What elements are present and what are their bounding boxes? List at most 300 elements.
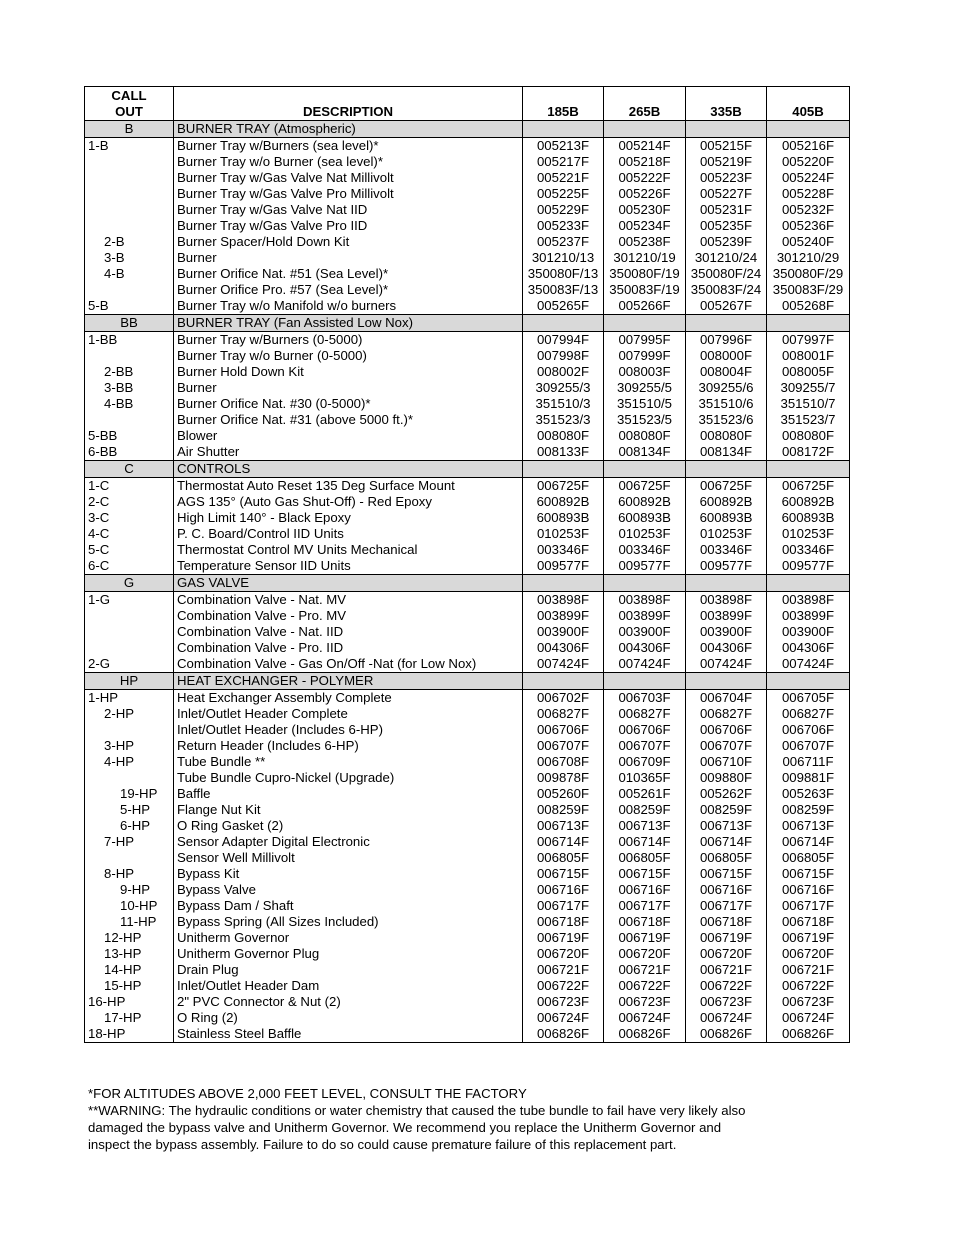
- part-number-cell: 006720F: [604, 946, 686, 962]
- part-number-cell: 006723F: [767, 994, 850, 1010]
- description-cell: Unitherm Governor: [174, 930, 523, 946]
- description-cell: Flange Nut Kit: [174, 802, 523, 818]
- part-number-cell: 351510/5: [604, 396, 686, 412]
- section-empty-cell: [523, 315, 604, 332]
- part-row: [85, 930, 850, 946]
- description-cell: P. C. Board/Control IID Units: [174, 526, 523, 542]
- part-number-cell: 600893B: [767, 510, 850, 526]
- part-number-cell: 003899F: [604, 608, 686, 624]
- part-number-cell: 005225F: [523, 186, 604, 202]
- part-number-cell: 008080F: [686, 428, 767, 444]
- part-row: [85, 218, 850, 234]
- header-row: [85, 87, 850, 121]
- description-cell: Burner Tray w/Burners (sea level)*: [174, 138, 523, 155]
- description-cell: Sensor Adapter Digital Electronic: [174, 834, 523, 850]
- part-number-cell: 006805F: [686, 850, 767, 866]
- part-number-cell: 005222F: [604, 170, 686, 186]
- part-row: [85, 202, 850, 218]
- section-empty-cell: [604, 673, 686, 690]
- part-number-cell: 006721F: [604, 962, 686, 978]
- part-number-cell: 003899F: [767, 608, 850, 624]
- part-number-cell: 005260F: [523, 786, 604, 802]
- call-out-cell: [85, 640, 174, 656]
- part-number-cell: 008259F: [523, 802, 604, 818]
- part-row: [85, 170, 850, 186]
- part-row: [85, 866, 850, 882]
- part-number-cell: 006718F: [767, 914, 850, 930]
- part-row: [85, 250, 850, 266]
- part-row: [85, 396, 850, 412]
- part-number-cell: 006718F: [604, 914, 686, 930]
- part-number-cell: 008133F: [523, 444, 604, 461]
- part-number-cell: 009881F: [767, 770, 850, 786]
- part-number-cell: 005228F: [767, 186, 850, 202]
- description-cell: Burner: [174, 380, 523, 396]
- part-row: [85, 706, 850, 722]
- part-number-cell: 006721F: [767, 962, 850, 978]
- part-number-cell: 006826F: [686, 1026, 767, 1043]
- description-cell: Burner Tray w/Gas Valve Pro IID: [174, 218, 523, 234]
- description-cell: Stainless Steel Baffle: [174, 1026, 523, 1043]
- description-cell: Burner Hold Down Kit: [174, 364, 523, 380]
- part-number-cell: 006826F: [767, 1026, 850, 1043]
- part-number-cell: 006716F: [686, 882, 767, 898]
- part-number-cell: 006720F: [686, 946, 767, 962]
- call-out-cell: 6-HP: [85, 818, 174, 834]
- part-number-cell: 351510/3: [523, 396, 604, 412]
- part-number-cell: 006827F: [767, 706, 850, 722]
- part-number-cell: 350080F/24: [686, 266, 767, 282]
- part-number-cell: 006715F: [523, 866, 604, 882]
- part-number-cell: 005215F: [686, 138, 767, 155]
- part-number-cell: 005263F: [767, 786, 850, 802]
- part-number-cell: 008259F: [604, 802, 686, 818]
- section-header-row: [85, 673, 850, 690]
- section-title: CONTROLS: [174, 461, 523, 478]
- part-number-cell: 005235F: [686, 218, 767, 234]
- part-row: [85, 786, 850, 802]
- call-out-cell: 5-HP: [85, 802, 174, 818]
- section-title: HEAT EXCHANGER - POLYMER: [174, 673, 523, 690]
- part-number-cell: 006717F: [604, 898, 686, 914]
- parts-table-body: [85, 121, 850, 1043]
- call-out-cell: 5-C: [85, 542, 174, 558]
- part-number-cell: 005232F: [767, 202, 850, 218]
- part-number-cell: 006704F: [686, 690, 767, 707]
- header-model-405b: 405B: [767, 87, 850, 121]
- part-number-cell: 006719F: [604, 930, 686, 946]
- part-number-cell: 006826F: [523, 1026, 604, 1043]
- part-row: [85, 640, 850, 656]
- part-number-cell: 010253F: [523, 526, 604, 542]
- part-number-cell: 006725F: [523, 478, 604, 495]
- part-number-cell: 005238F: [604, 234, 686, 250]
- description-cell: Unitherm Governor Plug: [174, 946, 523, 962]
- part-number-cell: 005216F: [767, 138, 850, 155]
- part-number-cell: 005240F: [767, 234, 850, 250]
- part-number-cell: 008005F: [767, 364, 850, 380]
- call-out-cell: 2-BB: [85, 364, 174, 380]
- description-cell: Temperature Sensor IID Units: [174, 558, 523, 575]
- call-out-cell: 2-C: [85, 494, 174, 510]
- part-number-cell: 005213F: [523, 138, 604, 155]
- header-model-335b: 335B: [686, 87, 767, 121]
- part-number-cell: 007998F: [523, 348, 604, 364]
- section-empty-cell: [686, 673, 767, 690]
- part-number-cell: 006826F: [604, 1026, 686, 1043]
- part-row: [85, 690, 850, 707]
- description-cell: Tube Bundle **: [174, 754, 523, 770]
- part-number-cell: 351523/6: [686, 412, 767, 428]
- call-out-cell: [85, 154, 174, 170]
- part-number-cell: 005261F: [604, 786, 686, 802]
- part-number-cell: 006719F: [523, 930, 604, 946]
- description-cell: Thermostat Control MV Units Mechanical: [174, 542, 523, 558]
- part-row: [85, 364, 850, 380]
- part-number-cell: 309255/3: [523, 380, 604, 396]
- part-number-cell: 006705F: [767, 690, 850, 707]
- part-row: [85, 348, 850, 364]
- description-cell: Burner Orifice Nat. #30 (0-5000)*: [174, 396, 523, 412]
- part-row: [85, 850, 850, 866]
- part-number-cell: 006827F: [604, 706, 686, 722]
- part-number-cell: 006721F: [686, 962, 767, 978]
- part-number-cell: 003900F: [686, 624, 767, 640]
- description-cell: Air Shutter: [174, 444, 523, 461]
- description-cell: Burner Orifice Nat. #31 (above 5000 ft.)*: [174, 412, 523, 428]
- part-number-cell: 006723F: [686, 994, 767, 1010]
- part-row: [85, 154, 850, 170]
- part-row: [85, 978, 850, 994]
- part-number-cell: 006713F: [523, 818, 604, 834]
- call-out-cell: 7-HP: [85, 834, 174, 850]
- part-number-cell: 351523/7: [767, 412, 850, 428]
- part-number-cell: 006714F: [686, 834, 767, 850]
- part-row: [85, 802, 850, 818]
- part-row: [85, 478, 850, 495]
- part-number-cell: 006827F: [686, 706, 767, 722]
- part-number-cell: 009577F: [523, 558, 604, 575]
- part-row: [85, 994, 850, 1010]
- part-number-cell: 006716F: [604, 882, 686, 898]
- description-cell: Baffle: [174, 786, 523, 802]
- part-number-cell: 007994F: [523, 332, 604, 349]
- part-number-cell: 003346F: [523, 542, 604, 558]
- description-cell: Bypass Kit: [174, 866, 523, 882]
- section-header-row: [85, 121, 850, 138]
- section-empty-cell: [767, 461, 850, 478]
- part-number-cell: 006722F: [686, 978, 767, 994]
- header-call-out: [85, 87, 174, 121]
- part-row: [85, 510, 850, 526]
- part-row: [85, 882, 850, 898]
- section-title: GAS VALVE: [174, 575, 523, 592]
- part-number-cell: 600893B: [686, 510, 767, 526]
- call-out-cell: [85, 186, 174, 202]
- part-number-cell: 004306F: [604, 640, 686, 656]
- part-number-cell: 005233F: [523, 218, 604, 234]
- call-out-cell: [85, 282, 174, 298]
- section-header-row: [85, 575, 850, 592]
- part-number-cell: 006706F: [523, 722, 604, 738]
- part-number-cell: 006713F: [767, 818, 850, 834]
- part-number-cell: 005214F: [604, 138, 686, 155]
- part-number-cell: 007424F: [523, 656, 604, 673]
- part-number-cell: 010253F: [604, 526, 686, 542]
- call-out-cell: 1-G: [85, 592, 174, 609]
- part-number-cell: 351510/7: [767, 396, 850, 412]
- call-out-cell: 12-HP: [85, 930, 174, 946]
- part-number-cell: 006722F: [767, 978, 850, 994]
- part-number-cell: 006714F: [523, 834, 604, 850]
- call-out-cell: 5-BB: [85, 428, 174, 444]
- part-number-cell: 003900F: [523, 624, 604, 640]
- part-number-cell: 006709F: [604, 754, 686, 770]
- part-number-cell: 006718F: [523, 914, 604, 930]
- footnote-warning-line-1: **WARNING: The hydraulic conditions or water chemistry that caused the tube bundle to fail have very likely also: [88, 1103, 746, 1118]
- part-number-cell: 301210/13: [523, 250, 604, 266]
- part-number-cell: 006714F: [767, 834, 850, 850]
- part-number-cell: 350080F/29: [767, 266, 850, 282]
- part-row: [85, 138, 850, 155]
- call-out-cell: 1-C: [85, 478, 174, 495]
- part-row: [85, 754, 850, 770]
- footnote-warning-line-3: inspect the bypass assembly. Failure to do so could cause premature failure of this replacement part.: [88, 1137, 677, 1152]
- call-out-cell: 13-HP: [85, 946, 174, 962]
- call-out-cell: 11-HP: [85, 914, 174, 930]
- section-empty-cell: [523, 461, 604, 478]
- part-number-cell: 600893B: [523, 510, 604, 526]
- header-call-out-label: CALL OUT: [111, 88, 147, 119]
- part-number-cell: 003900F: [767, 624, 850, 640]
- call-out-cell: 4-C: [85, 526, 174, 542]
- part-number-cell: 005219F: [686, 154, 767, 170]
- part-number-cell: 005223F: [686, 170, 767, 186]
- call-out-cell: 17-HP: [85, 1010, 174, 1026]
- part-row: [85, 558, 850, 575]
- part-number-cell: 010253F: [686, 526, 767, 542]
- section-header-row: [85, 315, 850, 332]
- part-number-cell: 301210/29: [767, 250, 850, 266]
- part-number-cell: 005262F: [686, 786, 767, 802]
- header-description: DESCRIPTION: [174, 87, 523, 121]
- part-row: [85, 624, 850, 640]
- part-number-cell: 004306F: [523, 640, 604, 656]
- description-cell: Combination Valve - Pro. IID: [174, 640, 523, 656]
- part-number-cell: 006721F: [523, 962, 604, 978]
- section-empty-cell: [767, 673, 850, 690]
- section-code: BB: [85, 315, 174, 332]
- part-row: [85, 834, 850, 850]
- part-number-cell: 007997F: [767, 332, 850, 349]
- description-cell: Combination Valve - Gas On/Off -Nat (for Low Nox): [174, 656, 523, 673]
- part-number-cell: 010365F: [604, 770, 686, 786]
- part-number-cell: 007999F: [604, 348, 686, 364]
- part-number-cell: 003346F: [767, 542, 850, 558]
- part-row: [85, 234, 850, 250]
- part-number-cell: 007424F: [686, 656, 767, 673]
- footnote-altitude: *FOR ALTITUDES ABOVE 2,000 FEET LEVEL, CONSULT THE FACTORY: [88, 1086, 527, 1101]
- part-number-cell: 003346F: [686, 542, 767, 558]
- part-number-cell: 008134F: [604, 444, 686, 461]
- part-number-cell: 006719F: [686, 930, 767, 946]
- part-number-cell: 350083F/13: [523, 282, 604, 298]
- description-cell: O Ring Gasket (2): [174, 818, 523, 834]
- call-out-cell: 1-BB: [85, 332, 174, 349]
- description-cell: Drain Plug: [174, 962, 523, 978]
- description-cell: Burner: [174, 250, 523, 266]
- description-cell: Burner Orifice Nat. #51 (Sea Level)*: [174, 266, 523, 282]
- part-number-cell: 006720F: [767, 946, 850, 962]
- part-number-cell: 005229F: [523, 202, 604, 218]
- part-row: [85, 526, 850, 542]
- part-number-cell: 003899F: [523, 608, 604, 624]
- call-out-cell: [85, 722, 174, 738]
- part-number-cell: 005226F: [604, 186, 686, 202]
- part-number-cell: 006711F: [767, 754, 850, 770]
- part-number-cell: 006707F: [767, 738, 850, 754]
- part-number-cell: 005227F: [686, 186, 767, 202]
- part-number-cell: 351523/5: [604, 412, 686, 428]
- header-model-265b: 265B: [604, 87, 686, 121]
- call-out-cell: 4-HP: [85, 754, 174, 770]
- part-number-cell: 009878F: [523, 770, 604, 786]
- call-out-cell: 14-HP: [85, 962, 174, 978]
- call-out-cell: [85, 218, 174, 234]
- part-row: [85, 298, 850, 315]
- part-number-cell: 006715F: [686, 866, 767, 882]
- part-number-cell: 008172F: [767, 444, 850, 461]
- part-row: [85, 592, 850, 609]
- section-empty-cell: [604, 121, 686, 138]
- part-number-cell: 309255/7: [767, 380, 850, 396]
- description-cell: Bypass Dam / Shaft: [174, 898, 523, 914]
- part-number-cell: 006707F: [686, 738, 767, 754]
- part-number-cell: 006707F: [523, 738, 604, 754]
- call-out-cell: [85, 348, 174, 364]
- part-number-cell: 006714F: [604, 834, 686, 850]
- part-row: [85, 444, 850, 461]
- call-out-cell: 2-B: [85, 234, 174, 250]
- description-cell: Inlet/Outlet Header Dam: [174, 978, 523, 994]
- part-row: [85, 494, 850, 510]
- part-number-cell: 005231F: [686, 202, 767, 218]
- part-number-cell: 006724F: [523, 1010, 604, 1026]
- part-number-cell: 006827F: [523, 706, 604, 722]
- description-cell: Burner Spacer/Hold Down Kit: [174, 234, 523, 250]
- section-empty-cell: [686, 461, 767, 478]
- part-number-cell: 010253F: [767, 526, 850, 542]
- part-row: [85, 412, 850, 428]
- part-number-cell: 006715F: [604, 866, 686, 882]
- section-empty-cell: [767, 121, 850, 138]
- call-out-cell: 18-HP: [85, 1026, 174, 1043]
- description-cell: Bypass Spring (All Sizes Included): [174, 914, 523, 930]
- part-number-cell: 006805F: [523, 850, 604, 866]
- section-title: BURNER TRAY (Fan Assisted Low Nox): [174, 315, 523, 332]
- section-code: HP: [85, 673, 174, 690]
- part-number-cell: 006717F: [523, 898, 604, 914]
- call-out-cell: [85, 170, 174, 186]
- call-out-cell: [85, 608, 174, 624]
- part-row: [85, 898, 850, 914]
- call-out-cell: 6-BB: [85, 444, 174, 461]
- call-out-cell: 3-C: [85, 510, 174, 526]
- call-out-cell: 4-BB: [85, 396, 174, 412]
- part-number-cell: 008002F: [523, 364, 604, 380]
- part-number-cell: 004306F: [767, 640, 850, 656]
- description-cell: Thermostat Auto Reset 135 Deg Surface Mount: [174, 478, 523, 495]
- part-number-cell: 005234F: [604, 218, 686, 234]
- part-number-cell: 005268F: [767, 298, 850, 315]
- part-number-cell: 006716F: [523, 882, 604, 898]
- part-number-cell: 006717F: [686, 898, 767, 914]
- description-cell: Inlet/Outlet Header (Includes 6-HP): [174, 722, 523, 738]
- part-number-cell: 005217F: [523, 154, 604, 170]
- part-number-cell: 007996F: [686, 332, 767, 349]
- part-number-cell: 006725F: [686, 478, 767, 495]
- part-number-cell: 008080F: [523, 428, 604, 444]
- part-number-cell: 007424F: [604, 656, 686, 673]
- part-number-cell: 005220F: [767, 154, 850, 170]
- part-number-cell: 008000F: [686, 348, 767, 364]
- part-number-cell: 006706F: [604, 722, 686, 738]
- part-number-cell: 006713F: [686, 818, 767, 834]
- call-out-cell: 2-HP: [85, 706, 174, 722]
- description-cell: Return Header (Includes 6-HP): [174, 738, 523, 754]
- call-out-cell: 8-HP: [85, 866, 174, 882]
- description-cell: Inlet/Outlet Header Complete: [174, 706, 523, 722]
- part-number-cell: 009577F: [767, 558, 850, 575]
- part-number-cell: 008001F: [767, 348, 850, 364]
- section-empty-cell: [523, 121, 604, 138]
- footnote-warning-line-2: damaged the bypass valve and Unitherm Governor. We recommend you replace the Unitherm Governor and: [88, 1120, 722, 1135]
- part-number-cell: 350083F/24: [686, 282, 767, 298]
- part-number-cell: 003898F: [604, 592, 686, 609]
- part-number-cell: 006716F: [767, 882, 850, 898]
- description-cell: High Limit 140° - Black Epoxy: [174, 510, 523, 526]
- part-number-cell: 351510/6: [686, 396, 767, 412]
- section-empty-cell: [686, 315, 767, 332]
- part-number-cell: 006710F: [686, 754, 767, 770]
- part-number-cell: 003346F: [604, 542, 686, 558]
- part-number-cell: 003898F: [767, 592, 850, 609]
- part-row: [85, 1026, 850, 1043]
- part-number-cell: 006719F: [767, 930, 850, 946]
- part-row: [85, 738, 850, 754]
- description-cell: Burner Tray w/Gas Valve Nat Millivolt: [174, 170, 523, 186]
- call-out-cell: [85, 202, 174, 218]
- call-out-cell: 3-B: [85, 250, 174, 266]
- part-row: [85, 380, 850, 396]
- section-empty-cell: [523, 575, 604, 592]
- part-number-cell: 006708F: [523, 754, 604, 770]
- part-number-cell: 005266F: [604, 298, 686, 315]
- call-out-cell: 3-BB: [85, 380, 174, 396]
- call-out-cell: [85, 850, 174, 866]
- part-number-cell: 008003F: [604, 364, 686, 380]
- part-number-cell: 006805F: [767, 850, 850, 866]
- part-number-cell: 003899F: [686, 608, 767, 624]
- description-cell: Burner Tray w/Gas Valve Nat IID: [174, 202, 523, 218]
- call-out-cell: 19-HP: [85, 786, 174, 802]
- call-out-cell: 2-G: [85, 656, 174, 673]
- part-number-cell: 005221F: [523, 170, 604, 186]
- part-number-cell: 600892B: [767, 494, 850, 510]
- description-cell: Burner Tray w/o Manifold w/o burners: [174, 298, 523, 315]
- part-number-cell: 005267F: [686, 298, 767, 315]
- section-empty-cell: [686, 121, 767, 138]
